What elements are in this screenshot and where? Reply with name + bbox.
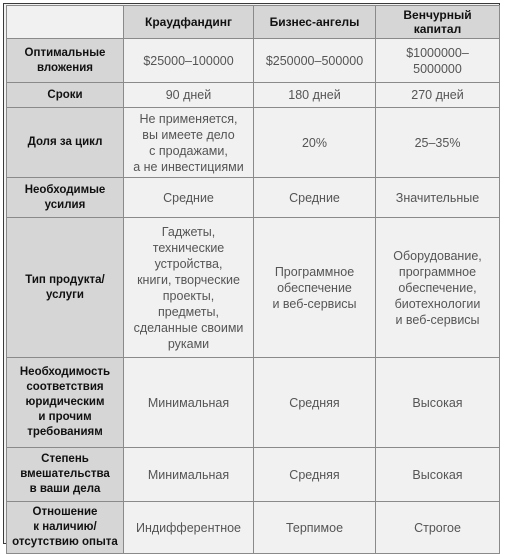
cell-text: 180 дней: [288, 88, 341, 102]
table-cell: [376, 108, 500, 178]
row-header-label: Степень вмешательства в ваши дела: [20, 453, 110, 495]
cell-text: $25000–100000: [143, 53, 234, 68]
table-cell: [254, 448, 376, 502]
table-cell: [376, 358, 500, 448]
table-cell: [254, 358, 376, 448]
row-header-label: Тип продукта/ услуги: [25, 273, 105, 301]
table-cell: [124, 448, 254, 502]
cell-text: 270 дней: [411, 88, 464, 102]
table-header-row: [7, 6, 500, 39]
cell-text: $250000–500000: [265, 53, 364, 68]
cell-text: Значительные: [395, 190, 480, 205]
cell-text: Строгое: [414, 520, 461, 535]
table-cell: [124, 39, 254, 83]
row-header-label: Необходимость соответствия юридическим и прочим требованиям: [19, 366, 111, 438]
row-header: [7, 178, 124, 218]
table-cell: [124, 218, 254, 358]
table-cell: [376, 502, 500, 554]
row-header: [7, 39, 124, 83]
column-header-crowdfunding: Краудфандинг: [124, 6, 254, 39]
row-header: [7, 502, 124, 554]
cell-text: Высокая: [412, 395, 463, 410]
cell-text: 25–35%: [414, 135, 461, 150]
table-row: [7, 218, 500, 358]
cell-text: Средняя: [289, 467, 340, 482]
table-row: [7, 39, 500, 83]
cell-text: Минимальная: [147, 467, 230, 482]
table-row: [7, 448, 500, 502]
table-cell: [124, 178, 254, 218]
row-header-label: Необходимые усилия: [24, 183, 106, 211]
cell-text: Средняя: [289, 395, 340, 410]
table-row: [7, 83, 500, 108]
header-corner-cell: [7, 6, 124, 39]
table-row: [7, 178, 500, 218]
cell-text: Терпимое: [285, 520, 344, 535]
row-header-label: Доля за цикл: [27, 136, 103, 148]
table-cell: [376, 448, 500, 502]
row-header: [7, 218, 124, 358]
cell-text: $1000000– 5000000: [406, 45, 469, 76]
table-cell: [254, 83, 376, 108]
cell-text: 90 дней: [165, 88, 212, 102]
cell-text: 20%: [301, 135, 328, 150]
table-cell: [124, 358, 254, 448]
cell-text: Высокая: [412, 467, 463, 482]
table-row: [7, 358, 500, 448]
row-header: [7, 358, 124, 448]
row-header: [7, 108, 124, 178]
table-cell: [376, 39, 500, 83]
cell-text: Средние: [163, 190, 214, 205]
row-header-label: Отношение к наличию/ отсутствию опыта: [12, 506, 118, 548]
column-header-business-angels: Бизнес-ангелы: [254, 6, 376, 39]
row-header: [7, 448, 124, 502]
table-row: [7, 108, 500, 178]
row-header: [7, 83, 124, 108]
cell-text: Средние: [289, 190, 340, 205]
table-cell: [124, 83, 254, 108]
table-cell: [124, 502, 254, 554]
cell-text: Минимальная: [147, 395, 230, 410]
cell-text: Программное обеспечение и веб-сервисы: [272, 264, 357, 311]
table-cell: [254, 108, 376, 178]
table-row: [7, 502, 500, 554]
table-cell: [376, 178, 500, 218]
table-cell: [254, 218, 376, 358]
table-cell: [376, 218, 500, 358]
table-cell: [124, 108, 254, 178]
table-cell: [254, 39, 376, 83]
table-cell: [254, 178, 376, 218]
table-cell: [376, 83, 500, 108]
column-header-venture-capital: Венчурный капитал: [376, 6, 500, 39]
comparison-table: [6, 5, 500, 554]
table-cell: [254, 502, 376, 554]
cell-text: Гаджеты, технические устройства, книги, творческие проекты, предметы, сделанные своими руками: [133, 224, 244, 351]
cell-text: Не применяется, вы имеете дело с продажами, а не инвестициями: [133, 111, 244, 174]
row-header-label: Сроки: [47, 88, 83, 101]
cell-text: Индифферентное: [135, 520, 242, 535]
row-header-label: Оптимальные вложения: [24, 46, 106, 74]
cell-text: Оборудование, программное обеспечение, биотехнологии и веб-сервисы: [393, 248, 482, 327]
